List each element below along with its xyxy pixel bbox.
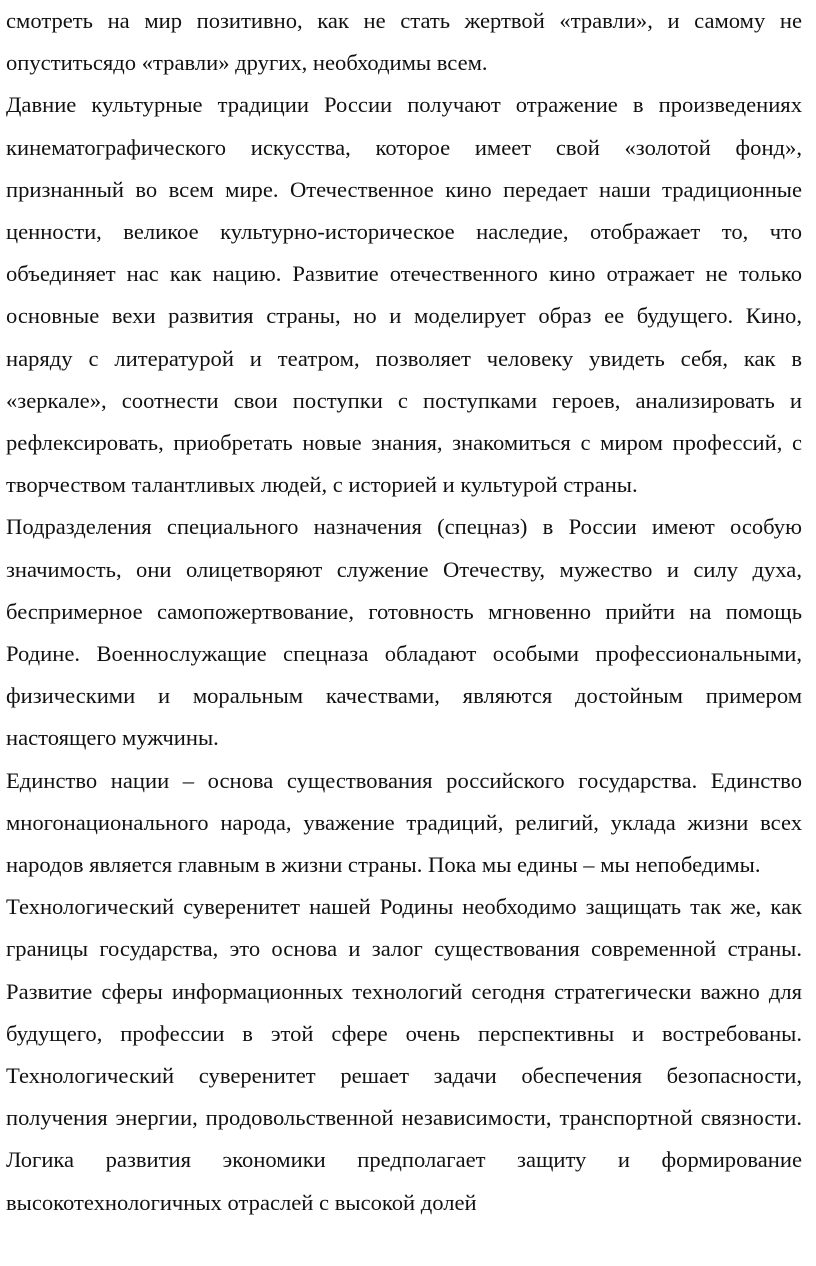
- document-body: [6, 0, 802, 1224]
- paragraph-special-forces: Подразделения специального назначения (спецназ) в России имеют особую значимость, они олицетворяют служение Отечеству, мужество и силу духа, беспримерное самопожертвование, готовность мгновенно прийти на помощь Родине. Военнослужащие спецназа обладают особыми профессиональными, физическими и моральным качествами, являются достойным примером настоящего мужчины.: [6, 514, 802, 751]
- paragraph-cinema-traditions: Давние культурные традиции России получают отражение в произведениях кинематографического искусства, которое имеет свой «золотой фонд», признанный во всем мире. Отечественное кино передает наши традиционные ценности, великое культурно-историческое наследие, отображает то, что объединяет нас как нацию. Развитие отечественного кино отражает не только основные вехи развития страны, но и моделирует образ ее будущего. Кино, наряду с литературой и театром, позволяет человеку увидеть себя, как в «зеркале», соотнести свои поступки с поступками героев, анализировать и рефлексировать, приобретать новые знания, знакомиться с миром профессий, с творчеством талантливых людей, с историей и культурой страны.: [6, 92, 802, 498]
- paragraph-continuation-positive-outlook: смотреть на мир позитивно, как не стать жертвой «травли», и самому не опуститьсядо «травли» других, необходимы всем.: [6, 8, 802, 76]
- paragraph-technological-sovereignty: Технологический суверенитет нашей Родины необходимо защищать так же, как границы государства, это основа и залог существования современной страны. Развитие сферы информационных технологий сегодня стратегически важно для будущего, профессии в этой сфере очень перспективны и востребованы. Технологический суверенитет решает задачи обеспечения безопасности, получения энергии, продовольственной независимости, транспортной связности. Логика развития экономики предполагает защиту и формирование высокотехнологичных отраслей с высокой долей: [6, 894, 802, 1215]
- paragraph-national-unity: Единство нации – основа существования российского государства. Единство многонационального народа, уважение традиций, религий, уклада жизни всех народов является главным в жизни страны. Пока мы едины – мы непобедимы.: [6, 767, 802, 878]
